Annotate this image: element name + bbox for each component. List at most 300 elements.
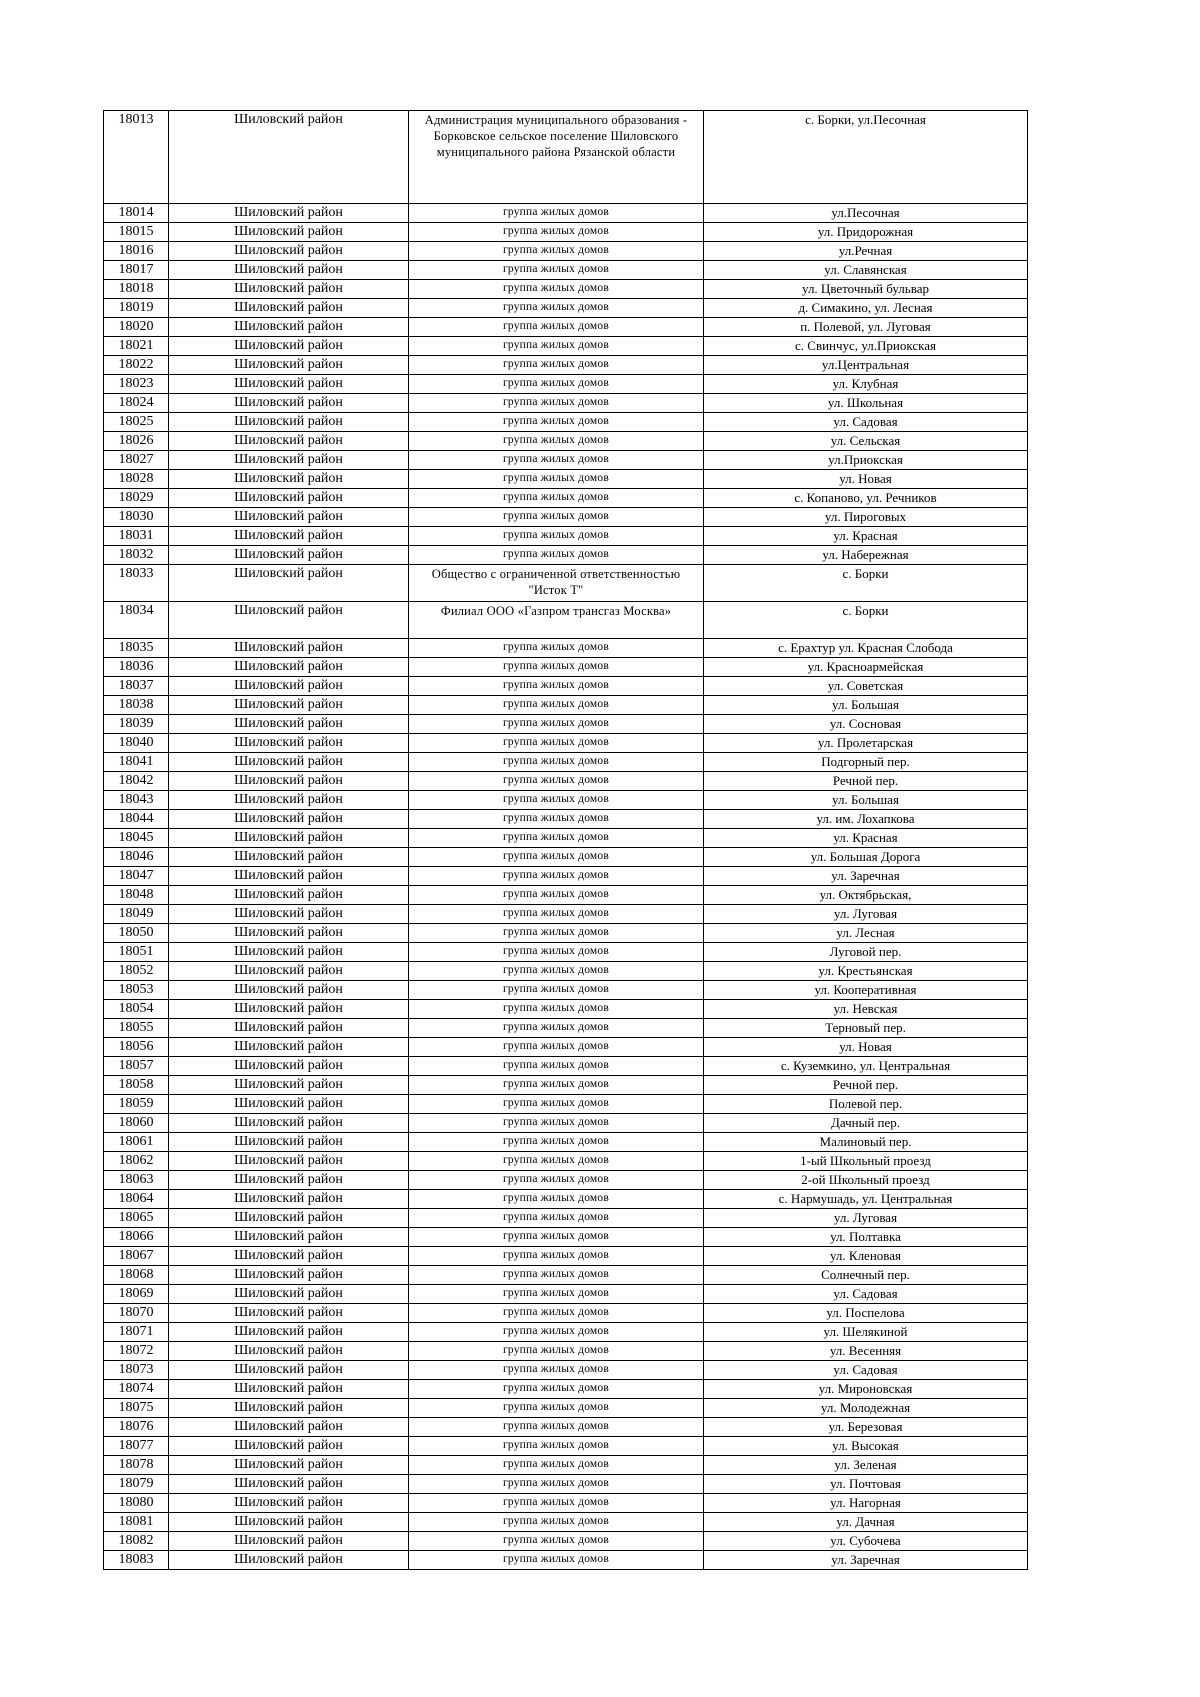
row-id-cell: 18043 — [104, 791, 169, 810]
table-row — [104, 905, 1028, 924]
owner-cell: группа жилых домов — [409, 508, 704, 527]
district-cell: Шиловский район — [169, 1152, 409, 1171]
address-cell: с. Куземкино, ул. Центральная — [704, 1057, 1028, 1076]
table-row — [104, 337, 1028, 356]
address-cell: ул. Клубная — [704, 375, 1028, 394]
row-id-cell: 18063 — [104, 1171, 169, 1190]
owner-cell: группа жилых домов — [409, 242, 704, 261]
district-cell: Шиловский район — [169, 1532, 409, 1551]
owner-cell: группа жилых домов — [409, 791, 704, 810]
owner-cell: группа жилых домов — [409, 658, 704, 677]
owner-cell: группа жилых домов — [409, 924, 704, 943]
row-id-cell: 18016 — [104, 242, 169, 261]
address-cell: Подгорный пер. — [704, 753, 1028, 772]
row-id-cell: 18057 — [104, 1057, 169, 1076]
table-row — [104, 1057, 1028, 1076]
address-cell: ул. Полтавка — [704, 1228, 1028, 1247]
owner-cell: группа жилых домов — [409, 337, 704, 356]
address-cell: ул. Кооперативная — [704, 981, 1028, 1000]
address-cell: ул. Заречная — [704, 867, 1028, 886]
row-id-cell: 18013 — [104, 111, 169, 204]
owner-cell: группа жилых домов — [409, 639, 704, 658]
district-cell: Шиловский район — [169, 981, 409, 1000]
owner-cell: группа жилых домов — [409, 696, 704, 715]
row-id-cell: 18062 — [104, 1152, 169, 1171]
owner-cell: группа жилых домов — [409, 1114, 704, 1133]
district-cell: Шиловский район — [169, 1399, 409, 1418]
row-id-cell: 18060 — [104, 1114, 169, 1133]
table-row — [104, 1266, 1028, 1285]
row-id-cell: 18058 — [104, 1076, 169, 1095]
row-id-cell: 18035 — [104, 639, 169, 658]
address-cell: ул. Школьная — [704, 394, 1028, 413]
table-row — [104, 527, 1028, 546]
district-cell: Шиловский район — [169, 242, 409, 261]
address-cell: ул. Нагорная — [704, 1494, 1028, 1513]
owner-cell: группа жилых домов — [409, 1190, 704, 1209]
address-cell: ул. Высокая — [704, 1437, 1028, 1456]
row-id-cell: 18069 — [104, 1285, 169, 1304]
owner-cell: Администрация муниципального образования - Борковское сельское поселение Шиловского муниципального района Рязанской области — [409, 111, 704, 204]
district-cell: Шиловский район — [169, 1019, 409, 1038]
district-cell: Шиловский район — [169, 299, 409, 318]
district-cell: Шиловский район — [169, 639, 409, 658]
address-cell: Дачный пер. — [704, 1114, 1028, 1133]
table-row — [104, 1304, 1028, 1323]
address-cell: ул.Песочная — [704, 204, 1028, 223]
table-row — [104, 1456, 1028, 1475]
table-row — [104, 1133, 1028, 1152]
address-cell: с. Свинчус, ул.Приокская — [704, 337, 1028, 356]
row-id-cell: 18027 — [104, 451, 169, 470]
address-cell: ул. Большая — [704, 696, 1028, 715]
district-cell: Шиловский район — [169, 1437, 409, 1456]
district-cell: Шиловский район — [169, 772, 409, 791]
table-row — [104, 943, 1028, 962]
address-cell: ул. Новая — [704, 470, 1028, 489]
owner-cell: группа жилых домов — [409, 261, 704, 280]
row-id-cell: 18021 — [104, 337, 169, 356]
row-id-cell: 18038 — [104, 696, 169, 715]
address-cell: ул.Приокская — [704, 451, 1028, 470]
district-cell: Шиловский район — [169, 734, 409, 753]
row-id-cell: 18024 — [104, 394, 169, 413]
table-row — [104, 734, 1028, 753]
table-row — [104, 791, 1028, 810]
address-cell: с. Ерахтур ул. Красная Слобода — [704, 639, 1028, 658]
owner-cell: группа жилых домов — [409, 1285, 704, 1304]
table-row — [104, 772, 1028, 791]
table-row — [104, 489, 1028, 508]
address-cell: ул. Зеленая — [704, 1456, 1028, 1475]
row-id-cell: 18015 — [104, 223, 169, 242]
owner-cell: группа жилых домов — [409, 886, 704, 905]
row-id-cell: 18071 — [104, 1323, 169, 1342]
table-row — [104, 1228, 1028, 1247]
owner-cell: группа жилых домов — [409, 413, 704, 432]
table-row — [104, 280, 1028, 299]
district-cell: Шиловский район — [169, 1209, 409, 1228]
owner-cell: группа жилых домов — [409, 451, 704, 470]
owner-cell: группа жилых домов — [409, 734, 704, 753]
district-cell: Шиловский район — [169, 791, 409, 810]
district-cell: Шиловский район — [169, 1228, 409, 1247]
row-id-cell: 18040 — [104, 734, 169, 753]
row-id-cell: 18059 — [104, 1095, 169, 1114]
row-id-cell: 18061 — [104, 1133, 169, 1152]
row-id-cell: 18076 — [104, 1418, 169, 1437]
table-row — [104, 413, 1028, 432]
table-row — [104, 848, 1028, 867]
address-cell: ул. Кленовая — [704, 1247, 1028, 1266]
owner-cell: группа жилых домов — [409, 394, 704, 413]
table-row — [104, 1399, 1028, 1418]
address-cell: Луговой пер. — [704, 943, 1028, 962]
address-cell: ул. Сосновая — [704, 715, 1028, 734]
district-cell: Шиловский район — [169, 394, 409, 413]
address-cell: с. Копаново, ул. Речников — [704, 489, 1028, 508]
table-row — [104, 715, 1028, 734]
table-row — [104, 204, 1028, 223]
owner-cell: группа жилых домов — [409, 677, 704, 696]
table-row — [104, 962, 1028, 981]
owner-cell: группа жилых домов — [409, 1095, 704, 1114]
district-cell: Шиловский район — [169, 1304, 409, 1323]
owner-cell: Филиал ООО «Газпром трансгаз Москва» — [409, 602, 704, 639]
owner-cell: группа жилых домов — [409, 1152, 704, 1171]
district-cell: Шиловский район — [169, 1038, 409, 1057]
row-id-cell: 18028 — [104, 470, 169, 489]
district-cell: Шиловский район — [169, 715, 409, 734]
address-cell: п. Полевой, ул. Луговая — [704, 318, 1028, 337]
district-cell: Шиловский район — [169, 1095, 409, 1114]
row-id-cell: 18065 — [104, 1209, 169, 1228]
district-cell: Шиловский район — [169, 924, 409, 943]
row-id-cell: 18051 — [104, 943, 169, 962]
owner-cell: группа жилых домов — [409, 527, 704, 546]
row-id-cell: 18081 — [104, 1513, 169, 1532]
owner-cell: группа жилых домов — [409, 223, 704, 242]
district-cell: Шиловский район — [169, 602, 409, 639]
table-row — [104, 886, 1028, 905]
table-row — [104, 829, 1028, 848]
row-id-cell: 18068 — [104, 1266, 169, 1285]
row-id-cell: 18032 — [104, 546, 169, 565]
owner-cell: группа жилых домов — [409, 318, 704, 337]
table-row — [104, 394, 1028, 413]
row-id-cell: 18014 — [104, 204, 169, 223]
owner-cell: группа жилых домов — [409, 1475, 704, 1494]
address-cell: ул. Садовая — [704, 1285, 1028, 1304]
table-row — [104, 451, 1028, 470]
row-id-cell: 18052 — [104, 962, 169, 981]
owner-cell: группа жилых домов — [409, 1057, 704, 1076]
row-id-cell: 18023 — [104, 375, 169, 394]
table-row — [104, 565, 1028, 602]
owner-cell: группа жилых домов — [409, 1019, 704, 1038]
owner-cell: группа жилых домов — [409, 943, 704, 962]
address-cell: ул. Набережная — [704, 546, 1028, 565]
address-cell: ул. Шелякиной — [704, 1323, 1028, 1342]
row-id-cell: 18022 — [104, 356, 169, 375]
table-row — [104, 1513, 1028, 1532]
district-cell: Шиловский район — [169, 1057, 409, 1076]
table-row — [104, 1076, 1028, 1095]
address-cell: Речной пер. — [704, 1076, 1028, 1095]
owner-cell: группа жилых домов — [409, 1266, 704, 1285]
row-id-cell: 18048 — [104, 886, 169, 905]
row-id-cell: 18044 — [104, 810, 169, 829]
table-row — [104, 546, 1028, 565]
address-cell: ул. Лесная — [704, 924, 1028, 943]
table-row — [104, 1114, 1028, 1133]
address-cell: ул. им. Лохапкова — [704, 810, 1028, 829]
table-row — [104, 1152, 1028, 1171]
table-row — [104, 1019, 1028, 1038]
address-cell: ул. Заречная — [704, 1551, 1028, 1570]
address-cell: ул. Дачная — [704, 1513, 1028, 1532]
address-cell: д. Симакино, ул. Лесная — [704, 299, 1028, 318]
district-cell: Шиловский район — [169, 677, 409, 696]
table-row — [104, 639, 1028, 658]
owner-cell: группа жилых домов — [409, 1323, 704, 1342]
table-row — [104, 1000, 1028, 1019]
owner-cell: группа жилых домов — [409, 1399, 704, 1418]
district-cell: Шиловский район — [169, 223, 409, 242]
address-cell: 1-ый Школьный проезд — [704, 1152, 1028, 1171]
district-cell: Шиловский район — [169, 1247, 409, 1266]
district-cell: Шиловский район — [169, 337, 409, 356]
district-cell: Шиловский район — [169, 1114, 409, 1133]
address-cell: Солнечный пер. — [704, 1266, 1028, 1285]
table-row — [104, 1038, 1028, 1057]
row-id-cell: 18077 — [104, 1437, 169, 1456]
table-row — [104, 1551, 1028, 1570]
row-id-cell: 18039 — [104, 715, 169, 734]
table-row — [104, 602, 1028, 639]
district-cell: Шиловский район — [169, 451, 409, 470]
row-id-cell: 18054 — [104, 1000, 169, 1019]
registry-body — [104, 111, 1028, 1570]
address-cell: с. Нармушадь, ул. Центральная — [704, 1190, 1028, 1209]
owner-cell: группа жилых домов — [409, 1247, 704, 1266]
address-cell: 2-ой Школьный проезд — [704, 1171, 1028, 1190]
table-row — [104, 810, 1028, 829]
row-id-cell: 18078 — [104, 1456, 169, 1475]
address-cell: ул. Придорожная — [704, 223, 1028, 242]
owner-cell: группа жилых домов — [409, 1380, 704, 1399]
district-cell: Шиловский район — [169, 204, 409, 223]
table-row — [104, 1380, 1028, 1399]
owner-cell: группа жилых домов — [409, 981, 704, 1000]
row-id-cell: 18079 — [104, 1475, 169, 1494]
table-row — [104, 658, 1028, 677]
district-cell: Шиловский район — [169, 962, 409, 981]
address-cell: ул. Сельская — [704, 432, 1028, 451]
table-row — [104, 1437, 1028, 1456]
owner-cell: группа жилых домов — [409, 962, 704, 981]
address-cell: Речной пер. — [704, 772, 1028, 791]
row-id-cell: 18033 — [104, 565, 169, 602]
owner-cell: группа жилых домов — [409, 1133, 704, 1152]
row-id-cell: 18053 — [104, 981, 169, 1000]
row-id-cell: 18082 — [104, 1532, 169, 1551]
row-id-cell: 18029 — [104, 489, 169, 508]
row-id-cell: 18049 — [104, 905, 169, 924]
address-cell: ул.Речная — [704, 242, 1028, 261]
owner-cell: группа жилых домов — [409, 432, 704, 451]
district-cell: Шиловский район — [169, 1133, 409, 1152]
address-cell: с. Борки — [704, 565, 1028, 602]
table-row — [104, 1361, 1028, 1380]
row-id-cell: 18067 — [104, 1247, 169, 1266]
owner-cell: группа жилых домов — [409, 204, 704, 223]
table-row — [104, 924, 1028, 943]
row-id-cell: 18047 — [104, 867, 169, 886]
district-cell: Шиловский район — [169, 1513, 409, 1532]
row-id-cell: 18019 — [104, 299, 169, 318]
district-cell: Шиловский район — [169, 1342, 409, 1361]
address-cell: ул. Советская — [704, 677, 1028, 696]
owner-cell: группа жилых домов — [409, 375, 704, 394]
district-cell: Шиловский район — [169, 753, 409, 772]
row-id-cell: 18017 — [104, 261, 169, 280]
district-cell: Шиловский район — [169, 1171, 409, 1190]
row-id-cell: 18072 — [104, 1342, 169, 1361]
owner-cell: группа жилых домов — [409, 1342, 704, 1361]
address-cell: ул. Красноармейская — [704, 658, 1028, 677]
table-row — [104, 867, 1028, 886]
table-row — [104, 111, 1028, 204]
address-cell: ул. Красная — [704, 829, 1028, 848]
owner-cell: группа жилых домов — [409, 1304, 704, 1323]
address-cell: ул. Садовая — [704, 1361, 1028, 1380]
address-cell: ул. Красная — [704, 527, 1028, 546]
district-cell: Шиловский район — [169, 356, 409, 375]
table-row — [104, 223, 1028, 242]
row-id-cell: 18050 — [104, 924, 169, 943]
registry-table — [103, 110, 1028, 1570]
address-cell: Терновый пер. — [704, 1019, 1028, 1038]
owner-cell: группа жилых домов — [409, 546, 704, 565]
table-row — [104, 470, 1028, 489]
row-id-cell: 18031 — [104, 527, 169, 546]
table-row — [104, 1494, 1028, 1513]
address-cell: Полевой пер. — [704, 1095, 1028, 1114]
owner-cell: группа жилых домов — [409, 772, 704, 791]
table-row — [104, 1342, 1028, 1361]
owner-cell: Общество с ограниченной ответственностью "Исток Т" — [409, 565, 704, 602]
owner-cell: группа жилых домов — [409, 1532, 704, 1551]
table-row — [104, 432, 1028, 451]
district-cell: Шиловский район — [169, 1190, 409, 1209]
table-row — [104, 261, 1028, 280]
owner-cell: группа жилых домов — [409, 1456, 704, 1475]
district-cell: Шиловский район — [169, 413, 409, 432]
row-id-cell: 18064 — [104, 1190, 169, 1209]
table-row — [104, 1475, 1028, 1494]
district-cell: Шиловский район — [169, 111, 409, 204]
table-row — [104, 1323, 1028, 1342]
district-cell: Шиловский район — [169, 565, 409, 602]
district-cell: Шиловский район — [169, 470, 409, 489]
owner-cell: группа жилых домов — [409, 1076, 704, 1095]
owner-cell: группа жилых домов — [409, 905, 704, 924]
row-id-cell: 18055 — [104, 1019, 169, 1038]
address-cell: ул. Большая Дорога — [704, 848, 1028, 867]
table-row — [104, 1285, 1028, 1304]
district-cell: Шиловский район — [169, 1285, 409, 1304]
table-row — [104, 508, 1028, 527]
district-cell: Шиловский район — [169, 527, 409, 546]
row-id-cell: 18083 — [104, 1551, 169, 1570]
address-cell: ул. Невская — [704, 1000, 1028, 1019]
district-cell: Шиловский район — [169, 261, 409, 280]
address-cell: ул. Поспелова — [704, 1304, 1028, 1323]
district-cell: Шиловский район — [169, 489, 409, 508]
row-id-cell: 18074 — [104, 1380, 169, 1399]
table-row — [104, 1418, 1028, 1437]
owner-cell: группа жилых домов — [409, 1209, 704, 1228]
row-id-cell: 18073 — [104, 1361, 169, 1380]
district-cell: Шиловский район — [169, 1323, 409, 1342]
address-cell: ул. Молодежная — [704, 1399, 1028, 1418]
district-cell: Шиловский район — [169, 696, 409, 715]
district-cell: Шиловский район — [169, 1361, 409, 1380]
address-cell: ул. Большая — [704, 791, 1028, 810]
owner-cell: группа жилых домов — [409, 1038, 704, 1057]
table-row — [104, 242, 1028, 261]
district-cell: Шиловский район — [169, 1266, 409, 1285]
row-id-cell: 18018 — [104, 280, 169, 299]
address-cell: ул. Субочева — [704, 1532, 1028, 1551]
owner-cell: группа жилых домов — [409, 1494, 704, 1513]
address-cell: ул. Пролетарская — [704, 734, 1028, 753]
owner-cell: группа жилых домов — [409, 1171, 704, 1190]
owner-cell: группа жилых домов — [409, 1513, 704, 1532]
row-id-cell: 18056 — [104, 1038, 169, 1057]
district-cell: Шиловский район — [169, 1000, 409, 1019]
address-cell: ул. Почтовая — [704, 1475, 1028, 1494]
owner-cell: группа жилых домов — [409, 1418, 704, 1437]
owner-cell: группа жилых домов — [409, 1437, 704, 1456]
owner-cell: группа жилых домов — [409, 299, 704, 318]
owner-cell: группа жилых домов — [409, 867, 704, 886]
address-cell: ул.Центральная — [704, 356, 1028, 375]
address-cell: ул. Пироговых — [704, 508, 1028, 527]
row-id-cell: 18030 — [104, 508, 169, 527]
address-cell: Малиновый пер. — [704, 1133, 1028, 1152]
owner-cell: группа жилых домов — [409, 1361, 704, 1380]
district-cell: Шиловский район — [169, 886, 409, 905]
district-cell: Шиловский район — [169, 375, 409, 394]
row-id-cell: 18045 — [104, 829, 169, 848]
district-cell: Шиловский район — [169, 658, 409, 677]
address-cell: ул. Луговая — [704, 1209, 1028, 1228]
table-row — [104, 1247, 1028, 1266]
owner-cell: группа жилых домов — [409, 810, 704, 829]
district-cell: Шиловский район — [169, 1076, 409, 1095]
row-id-cell: 18070 — [104, 1304, 169, 1323]
table-row — [104, 1209, 1028, 1228]
district-cell: Шиловский район — [169, 1456, 409, 1475]
table-row — [104, 677, 1028, 696]
table-row — [104, 696, 1028, 715]
owner-cell: группа жилых домов — [409, 1000, 704, 1019]
row-id-cell: 18080 — [104, 1494, 169, 1513]
row-id-cell: 18042 — [104, 772, 169, 791]
owner-cell: группа жилых домов — [409, 280, 704, 299]
